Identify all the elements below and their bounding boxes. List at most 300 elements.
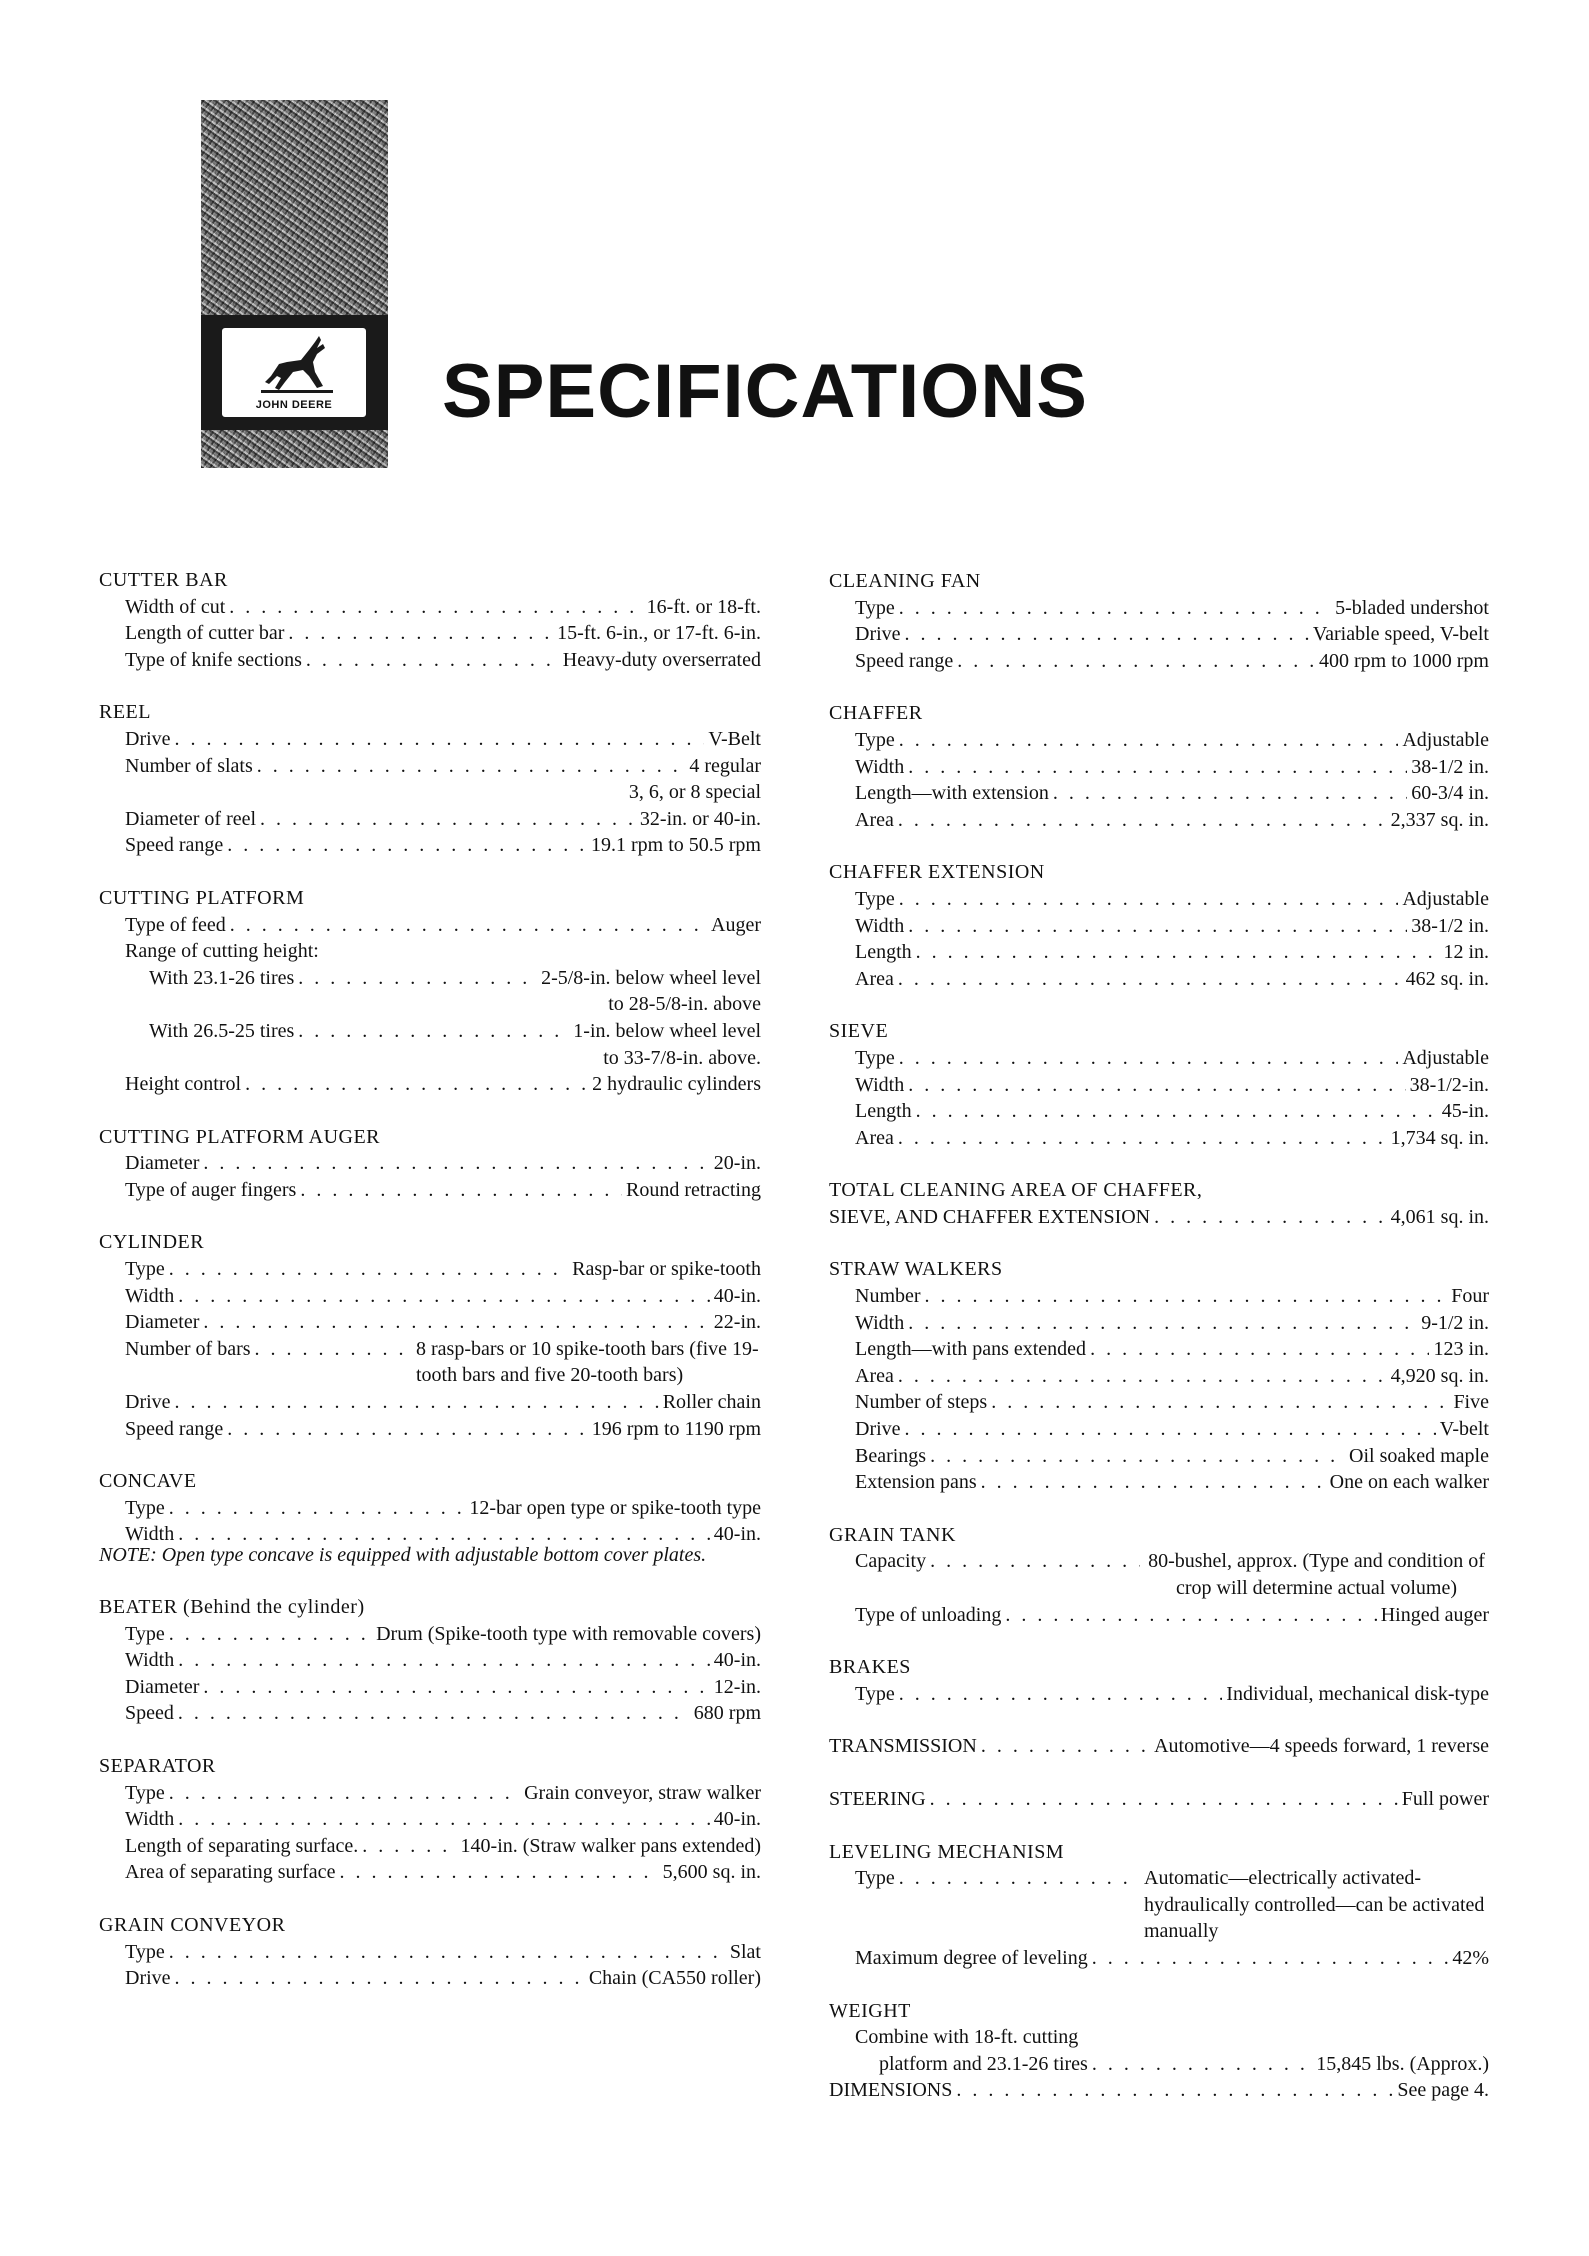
spec-label: Width	[125, 1649, 175, 1672]
spec-value: 5-bladed undershot	[1335, 596, 1489, 619]
spec-row	[829, 1443, 1489, 1470]
spec-label: Number of steps	[855, 1391, 988, 1414]
spec-value: 16-ft. or 18-ft.	[646, 595, 761, 618]
spec-value: 4,061 sq. in.	[1390, 1205, 1489, 1228]
spec-row	[829, 1733, 1489, 1760]
left-column	[99, 567, 761, 2018]
spec-row	[99, 806, 761, 833]
spec-row	[99, 594, 761, 621]
spec-label: Diameter	[125, 1152, 200, 1175]
spec-row	[99, 1177, 761, 1204]
spec-section	[99, 1229, 761, 1442]
spec-label: Type	[855, 1046, 895, 1069]
spec-row	[99, 1495, 761, 1522]
spec-value: Adjustable	[1402, 728, 1489, 751]
leader-dots	[257, 753, 686, 780]
leader-dots	[178, 1283, 710, 1310]
spec-row	[99, 912, 761, 939]
spec-section	[829, 1786, 1489, 1813]
spec-row	[99, 1939, 761, 1966]
spec-value: 45-in.	[1441, 1100, 1489, 1123]
section-title: SEPARATOR	[99, 1754, 216, 1777]
spec-value: One on each walker	[1329, 1471, 1489, 1494]
logo-dark-band	[201, 315, 388, 430]
spec-row	[829, 1945, 1489, 1972]
spec-row	[829, 648, 1489, 675]
leader-dots	[898, 966, 1402, 993]
spec-value: 12-bar open type or spike-tooth type	[469, 1496, 761, 1519]
spec-label: Type	[855, 1867, 895, 1890]
spec-section	[829, 1018, 1489, 1151]
leader-dots	[339, 1859, 658, 1886]
spec-label: Diameter of reel	[125, 807, 257, 830]
leader-dots	[169, 1780, 520, 1807]
deer-icon	[257, 332, 337, 394]
spec-row	[829, 2024, 1489, 2051]
spec-row	[829, 886, 1489, 913]
leader-dots	[169, 1621, 372, 1648]
spec-label: platform and 23.1-26 tires	[879, 2052, 1088, 2075]
leader-dots	[899, 886, 1399, 913]
spec-label: Width	[855, 914, 905, 937]
spec-label: Type of auger fingers	[125, 1178, 297, 1201]
spec-label: Number	[855, 1285, 921, 1308]
spec-value: Roller chain	[662, 1391, 761, 1414]
leader-dots	[991, 1389, 1449, 1416]
spec-value: 5,600 sq. in.	[662, 1861, 761, 1884]
spec-value: 22-in.	[713, 1311, 761, 1334]
section-title: LEVELING MECHANISM	[829, 1840, 1065, 1863]
spec-row	[829, 1098, 1489, 1125]
spec-value: 38-1/2 in.	[1411, 755, 1489, 778]
leader-dots	[1092, 1945, 1449, 1972]
spec-value: 40-in.	[713, 1649, 761, 1672]
spec-value: Oil soaked maple	[1349, 1444, 1489, 1467]
spec-value: V-Belt	[708, 727, 761, 750]
spec-label: Type of feed	[125, 913, 226, 936]
spec-label: Drive	[125, 1391, 171, 1414]
spec-label: Length of separating surface.	[125, 1834, 359, 1857]
spec-label: Type	[125, 1622, 165, 1645]
spec-value: 2-5/8-in. below wheel level	[541, 966, 761, 989]
spec-value: 123 in.	[1433, 1338, 1489, 1361]
spec-section	[99, 885, 761, 1098]
spec-label: Speed range	[125, 834, 224, 857]
leader-dots	[1005, 1602, 1376, 1629]
leader-dots	[916, 939, 1440, 966]
section-title: CHAFFER EXTENSION	[829, 861, 1045, 884]
right-column	[829, 568, 1489, 2130]
leader-dots	[298, 1018, 569, 1045]
spec-section	[829, 1654, 1489, 1707]
spec-row	[99, 1621, 761, 1648]
spec-row	[829, 807, 1489, 834]
spec-label: Diameter	[125, 1311, 200, 1334]
spec-row	[829, 1310, 1489, 1337]
logo-block	[201, 100, 388, 468]
spec-value: 12-in.	[713, 1675, 761, 1698]
spec-section	[99, 1753, 761, 1886]
spec-value: 2 hydraulic cylinders	[592, 1073, 761, 1096]
section-title: CYLINDER	[99, 1231, 205, 1254]
leader-dots	[905, 1416, 1436, 1443]
spec-row	[99, 1780, 761, 1807]
spec-value: 15,845 lbs. (Approx.)	[1316, 2052, 1489, 2075]
spec-value-continued: 3, 6, or 8 special	[628, 781, 761, 804]
spec-value: 680 rpm	[693, 1702, 761, 1725]
spec-section	[829, 1522, 1489, 1628]
spec-value: 140-in. (Straw walker pans extended)	[460, 1834, 761, 1857]
spec-row	[829, 1681, 1489, 1708]
spec-row	[99, 620, 761, 647]
spec-row	[829, 621, 1489, 648]
leader-dots	[230, 912, 707, 939]
spec-label: Range of cutting height:	[125, 940, 319, 963]
section-title: CLEANING FAN	[829, 570, 981, 592]
spec-row	[99, 647, 761, 674]
spec-row	[99, 726, 761, 753]
leader-dots	[362, 1833, 456, 1860]
spec-row	[829, 1548, 1489, 1601]
leader-dots	[930, 1443, 1345, 1470]
spec-value: 40-in.	[713, 1284, 761, 1307]
spec-value: 40-in.	[713, 1808, 761, 1831]
leader-dots	[981, 1469, 1326, 1496]
spec-label: Drive	[855, 623, 901, 646]
spec-label: Drive	[125, 1967, 171, 1990]
leader-dots	[227, 832, 587, 859]
leader-dots	[298, 965, 537, 992]
spec-row	[829, 966, 1489, 993]
spec-value: Full power	[1401, 1787, 1489, 1810]
leader-dots	[930, 1786, 1398, 1813]
spec-value: 15-ft. 6-in., or 17-ft. 6-in.	[557, 622, 761, 645]
leader-dots	[898, 1125, 1387, 1152]
leader-dots	[957, 648, 1315, 675]
leader-dots	[178, 1647, 710, 1674]
spec-row	[829, 1125, 1489, 1152]
spec-value: 42%	[1452, 1946, 1489, 1969]
section-title: TOTAL CLEANING AREA OF CHAFFER,	[829, 1179, 1203, 1202]
spec-row	[829, 1363, 1489, 1390]
spec-row	[99, 1416, 761, 1443]
spec-row	[829, 754, 1489, 781]
leader-dots	[175, 726, 705, 753]
leader-dots	[908, 754, 1407, 781]
leader-dots	[178, 1700, 690, 1727]
spec-row	[829, 595, 1489, 622]
section-title: BEATER (Behind the cylinder)	[99, 1596, 365, 1618]
spec-section	[99, 1594, 761, 1727]
spec-label: Area of separating surface	[125, 1861, 336, 1884]
spec-row	[829, 1283, 1489, 1310]
leader-dots	[178, 1806, 710, 1833]
spec-value: Slat	[729, 1940, 761, 1963]
spec-label: Length	[855, 941, 912, 964]
spec-label: With 23.1-26 tires	[149, 966, 295, 989]
spec-value: Grain conveyor, straw walker	[524, 1781, 761, 1804]
spec-value: Auger	[711, 913, 761, 936]
spec-row	[99, 965, 761, 992]
leader-dots	[203, 1309, 709, 1336]
spec-value: 40-in.	[713, 1523, 761, 1546]
leader-dots	[899, 727, 1399, 754]
leader-dots	[908, 1072, 1405, 1099]
spec-row	[99, 1700, 761, 1727]
spec-label: Type	[855, 887, 895, 910]
spec-label: Type of unloading	[855, 1603, 1002, 1626]
spec-label: Width	[125, 1523, 175, 1546]
spec-label: Capacity	[855, 1550, 927, 1573]
spec-label: Speed range	[855, 649, 954, 672]
spec-row	[99, 753, 761, 780]
spec-row	[829, 1045, 1489, 1072]
spec-label: STEERING	[829, 1787, 926, 1810]
spec-label: Area	[855, 967, 894, 990]
spec-section	[99, 1912, 761, 1992]
spec-label: Length of cutter bar	[125, 622, 285, 645]
spec-row	[829, 1865, 1489, 1945]
spec-section	[99, 1468, 761, 1568]
spec-label: Speed range	[125, 1417, 224, 1440]
leader-dots	[899, 1681, 1223, 1708]
spec-label: Width	[125, 1808, 175, 1831]
leader-dots	[930, 1548, 1140, 1575]
spec-value: Round retracting	[626, 1178, 761, 1201]
page-title: SPECIFICATIONS	[442, 349, 1088, 434]
spec-label: Type	[125, 1496, 165, 1519]
spec-row	[829, 1469, 1489, 1496]
spec-value: 4,920 sq. in.	[1390, 1364, 1489, 1387]
section-title: CUTTER BAR	[99, 569, 228, 591]
spec-value: Adjustable	[1402, 1046, 1489, 1069]
spec-value: Chain (CA550 roller)	[588, 1967, 761, 1990]
spec-label: Area	[855, 808, 894, 831]
spec-value: See page 4.	[1397, 2079, 1489, 2102]
spec-label: Type	[855, 596, 895, 619]
leader-dots	[245, 1071, 588, 1098]
leader-dots	[916, 1098, 1438, 1125]
spec-section	[829, 700, 1489, 833]
section-title: BRAKES	[829, 1656, 911, 1679]
leader-dots	[169, 1939, 726, 1966]
spec-value: 38-1/2-in.	[1409, 1073, 1489, 1096]
spec-label: Width	[855, 1073, 905, 1096]
spec-label: Type	[125, 1258, 165, 1281]
spec-label: Number of bars	[125, 1337, 251, 1360]
spec-value: 1-in. below wheel level	[573, 1019, 761, 1042]
spec-value: Drum (Spike-tooth type with removable covers)	[376, 1622, 761, 1645]
spec-row	[829, 1786, 1489, 1813]
leader-dots	[175, 1965, 585, 1992]
spec-value: 12 in.	[1443, 941, 1489, 964]
leader-dots	[1154, 1204, 1387, 1231]
spec-value-continued: to 28-5/8-in. above	[608, 993, 761, 1016]
spec-row	[829, 1336, 1489, 1363]
spec-section	[829, 859, 1489, 992]
spec-row	[99, 1256, 761, 1283]
leader-dots	[908, 1310, 1417, 1337]
spec-label: DIMENSIONS	[829, 2079, 953, 2102]
spec-row	[99, 1647, 761, 1674]
spec-value: Automatic—electrically activated-hydraulically controlled—can be activated manually	[1144, 1867, 1485, 1943]
section-title: CONCAVE	[99, 1470, 197, 1493]
spec-label: Type	[125, 1781, 165, 1804]
leader-dots	[306, 647, 559, 674]
leader-dots	[899, 595, 1331, 622]
leader-dots	[899, 1045, 1399, 1072]
spec-value: Hinged auger	[1380, 1603, 1489, 1626]
spec-row	[99, 1859, 761, 1886]
spec-value: 400 rpm to 1000 rpm	[1319, 649, 1489, 672]
spec-section	[99, 567, 761, 673]
spec-label: Width	[125, 1284, 175, 1307]
spec-label: Width of cut	[125, 595, 226, 618]
section-title: CUTTING PLATFORM	[99, 886, 305, 909]
spec-value: Adjustable	[1402, 887, 1489, 910]
spec-section	[829, 1998, 1489, 2104]
spec-section	[99, 699, 761, 859]
section-title: SIEVE	[829, 1020, 889, 1043]
spec-label: Combine with 18-ft. cutting	[855, 2026, 1079, 2049]
leader-dots	[169, 1495, 466, 1522]
spec-row	[99, 1309, 761, 1336]
spec-label: Speed	[125, 1702, 174, 1725]
leader-dots	[956, 2077, 1393, 2104]
spec-label: Length—with pans extended	[855, 1338, 1087, 1361]
spec-row	[99, 1071, 761, 1098]
spec-value: Heavy-duty overserrated	[562, 648, 761, 671]
spec-value: 80-bushel, approx. (Type and condition of crop will determine actual volume)	[1148, 1550, 1485, 1599]
spec-label: Bearings	[855, 1444, 927, 1467]
spec-label: Length	[855, 1100, 912, 1123]
spec-row	[99, 832, 761, 859]
leader-dots	[1053, 780, 1407, 807]
spec-label: Number of slats	[125, 754, 253, 777]
spec-row	[99, 1018, 761, 1045]
spec-row	[829, 2051, 1489, 2078]
leader-dots	[203, 1150, 709, 1177]
spec-value: Five	[1453, 1391, 1489, 1414]
spec-section	[829, 1839, 1489, 1972]
spec-value: 462 sq. in.	[1405, 967, 1489, 990]
section-title: WEIGHT	[829, 1999, 911, 2022]
section-title: REEL	[99, 701, 151, 724]
logo-text: JOHN DEERE	[255, 399, 333, 411]
section-title: GRAIN CONVEYOR	[99, 1913, 286, 1936]
spec-label: Type	[125, 1940, 165, 1963]
leader-dots	[175, 1389, 659, 1416]
john-deere-logo	[219, 325, 369, 420]
section-title: CUTTING PLATFORM AUGER	[99, 1125, 381, 1148]
leader-dots	[300, 1177, 622, 1204]
spec-value: Individual, mechanical disk-type	[1226, 1682, 1489, 1705]
spec-label: Width	[855, 755, 905, 778]
spec-row	[829, 727, 1489, 754]
leader-dots	[288, 620, 553, 647]
spec-label: With 26.5-25 tires	[149, 1019, 295, 1042]
spec-value: 9-1/2 in.	[1421, 1311, 1489, 1334]
spec-label: Type	[855, 728, 895, 751]
spec-value: Automotive—4 speeds forward, 1 reverse	[1154, 1735, 1489, 1758]
leader-dots	[169, 1256, 568, 1283]
spec-row	[829, 780, 1489, 807]
spec-label: TRANSMISSION	[829, 1735, 977, 1758]
spec-section	[829, 1177, 1489, 1230]
spec-row	[99, 1965, 761, 1992]
spec-value: Variable speed, V-belt	[1312, 623, 1489, 646]
spec-note: NOTE: Open type concave is equipped with adjustable bottom cover plates.	[99, 1544, 707, 1566]
spec-value-continued: to 33-7/8-in. above.	[603, 1046, 761, 1069]
spec-value: Four	[1451, 1285, 1489, 1308]
leader-dots	[260, 806, 636, 833]
spec-label: Area	[855, 1364, 894, 1387]
spec-label: Drive	[855, 1418, 901, 1441]
section-title: CHAFFER	[829, 702, 923, 725]
leader-dots	[905, 621, 1309, 648]
spec-row	[99, 938, 761, 965]
spec-row	[829, 1416, 1489, 1443]
leader-dots	[898, 1363, 1387, 1390]
section-title: STRAW WALKERS	[829, 1258, 1003, 1281]
spec-row	[829, 913, 1489, 940]
spec-section	[829, 1256, 1489, 1495]
spec-row	[829, 1204, 1489, 1231]
leader-dots	[981, 1733, 1150, 1760]
spec-label: SIEVE, AND CHAFFER EXTENSION	[829, 1205, 1151, 1228]
spec-section	[99, 1124, 761, 1204]
section-title: GRAIN TANK	[829, 1523, 956, 1546]
spec-section	[829, 1733, 1489, 1760]
spec-row	[99, 1150, 761, 1177]
spec-label: Drive	[125, 727, 171, 750]
spec-row	[829, 1602, 1489, 1629]
spec-value: 1,734 sq. in.	[1390, 1126, 1489, 1149]
spec-row	[99, 1674, 761, 1701]
spec-row	[99, 1806, 761, 1833]
spec-row	[829, 1072, 1489, 1099]
spec-label: Diameter	[125, 1675, 200, 1698]
spec-row	[99, 1389, 761, 1416]
leader-dots	[898, 807, 1387, 834]
spec-label: Maximum degree of leveling	[855, 1946, 1088, 1969]
spec-row	[99, 1283, 761, 1310]
leader-dots	[1090, 1336, 1429, 1363]
spec-label: Extension pans	[855, 1471, 977, 1494]
spec-row	[99, 1336, 761, 1389]
spec-value: Rasp-bar or spike-tooth	[572, 1258, 761, 1281]
spec-value: 20-in.	[713, 1152, 761, 1175]
leader-dots	[908, 913, 1407, 940]
spec-value: 60-3/4 in.	[1411, 782, 1489, 805]
spec-value: 196 rpm to 1190 rpm	[591, 1417, 761, 1440]
spec-row	[99, 1833, 761, 1860]
spec-value: 4 regular	[689, 754, 761, 777]
spec-value: V-belt	[1439, 1418, 1489, 1441]
spec-row	[829, 1389, 1489, 1416]
leader-dots	[925, 1283, 1448, 1310]
spec-value: 2,337 sq. in.	[1390, 808, 1489, 831]
leader-dots	[227, 1416, 587, 1443]
leader-dots	[1092, 2051, 1312, 2078]
spec-label: Type	[855, 1682, 895, 1705]
leader-dots	[255, 1336, 412, 1363]
spec-value: 38-1/2 in.	[1411, 914, 1489, 937]
spec-label: Area	[855, 1126, 894, 1149]
spec-section	[829, 568, 1489, 674]
spec-label: Height control	[125, 1073, 242, 1096]
leader-dots	[229, 594, 642, 621]
